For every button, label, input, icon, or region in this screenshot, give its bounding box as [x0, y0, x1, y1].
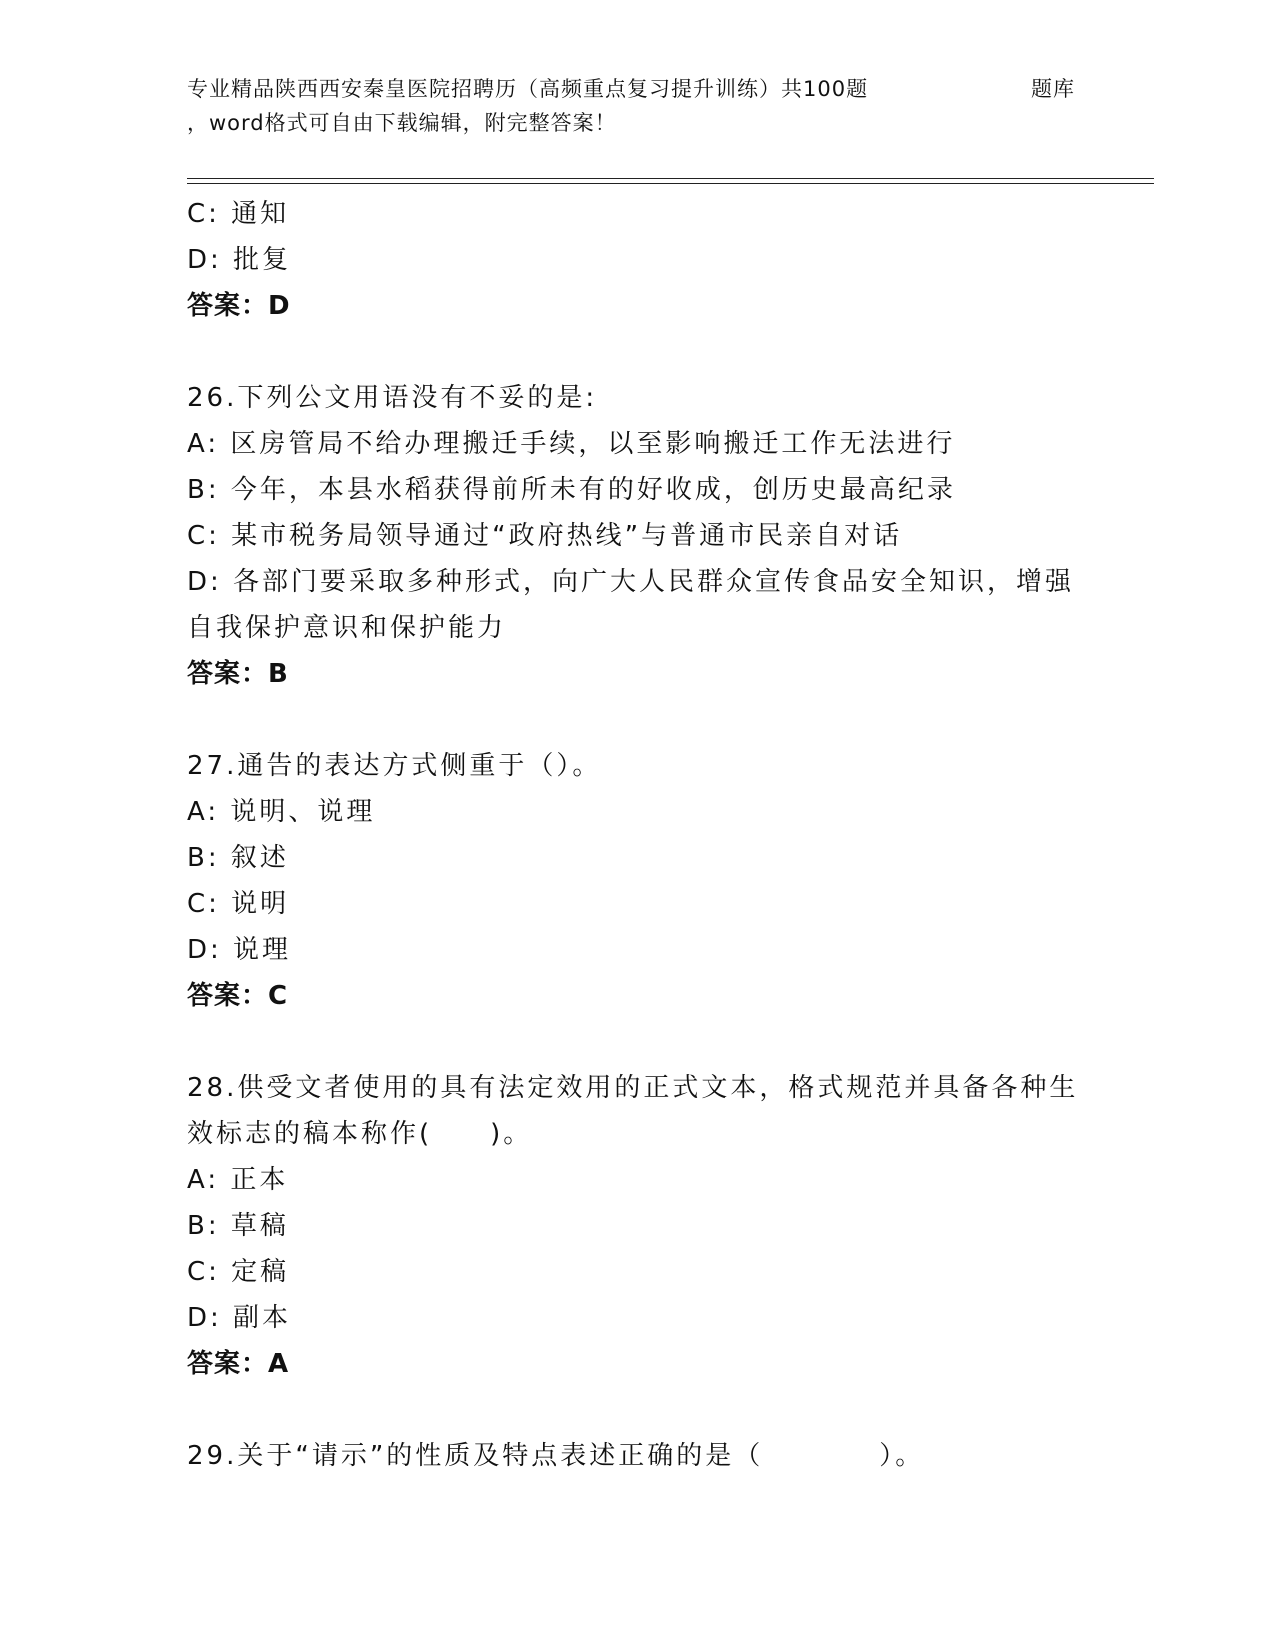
header-title-line2: ，word格式可自由下载编辑，附完整答案！ [187, 111, 617, 135]
header-tag: 题库 [1031, 77, 1075, 101]
option-b: B: 今年，本县水稻获得前所未有的好收成，创历史最高纪录 [187, 475, 956, 505]
option-d-line2: 自我保护意识和保护能力 [187, 613, 507, 643]
question-25 [187, 191, 1087, 329]
option-d: D: 说理 [187, 935, 292, 965]
question-stem: 27.通告的表达方式侧重于（）。 [187, 751, 602, 781]
spacer [187, 329, 1087, 375]
option-d: D: 副本 [187, 1303, 292, 1333]
header-rule-bottom [187, 183, 1154, 184]
option-d: D: 批复 [187, 245, 292, 275]
option-c: C: 说明 [187, 889, 290, 919]
option-d-line1: D: 各部门要采取多种形式，向广大人民群众宣传食品安全知识，增强 [187, 567, 1075, 597]
answer: 答案：D [187, 291, 291, 321]
question-stem: 29.关于“请示”的性质及特点表述正确的是（ ）。 [187, 1441, 925, 1471]
option-a: A: 正本 [187, 1165, 289, 1195]
page-header [187, 72, 1087, 140]
option-c: C: 通知 [187, 199, 290, 229]
question-stem-line2: 效标志的稿本称作( )。 [187, 1119, 533, 1149]
spacer [187, 1387, 1087, 1433]
option-c: C: 某市税务局领导通过“政府热线”与普通市民亲自对话 [187, 521, 903, 551]
spacer [187, 697, 1087, 743]
answer: 答案：C [187, 981, 289, 1011]
question-29 [187, 1433, 1087, 1479]
option-b: B: 叙述 [187, 843, 289, 873]
option-c: C: 定稿 [187, 1257, 290, 1287]
question-list [187, 191, 1087, 1479]
question-27 [187, 743, 1087, 1019]
question-stem-line1: 28.供受文者使用的具有法定效用的正式文本，格式规范并具备各种生 [187, 1073, 1079, 1103]
answer: 答案：A [187, 1349, 290, 1379]
option-a: A: 说明、说理 [187, 797, 376, 827]
header-title: 专业精品陕西西安秦皇医院招聘历（高频重点复习提升训练）共100题 [187, 77, 869, 101]
answer: 答案：B [187, 659, 289, 689]
question-stem: 26.下列公文用语没有不妥的是: [187, 383, 598, 413]
question-26 [187, 375, 1087, 697]
header-title-line1 [187, 72, 1087, 106]
question-28 [187, 1065, 1087, 1387]
header-rule-top [187, 178, 1154, 179]
option-b: B: 草稿 [187, 1211, 289, 1241]
option-a: A: 区房管局不给办理搬迁手续，以至影响搬迁工作无法进行 [187, 429, 956, 459]
spacer [187, 1019, 1087, 1065]
